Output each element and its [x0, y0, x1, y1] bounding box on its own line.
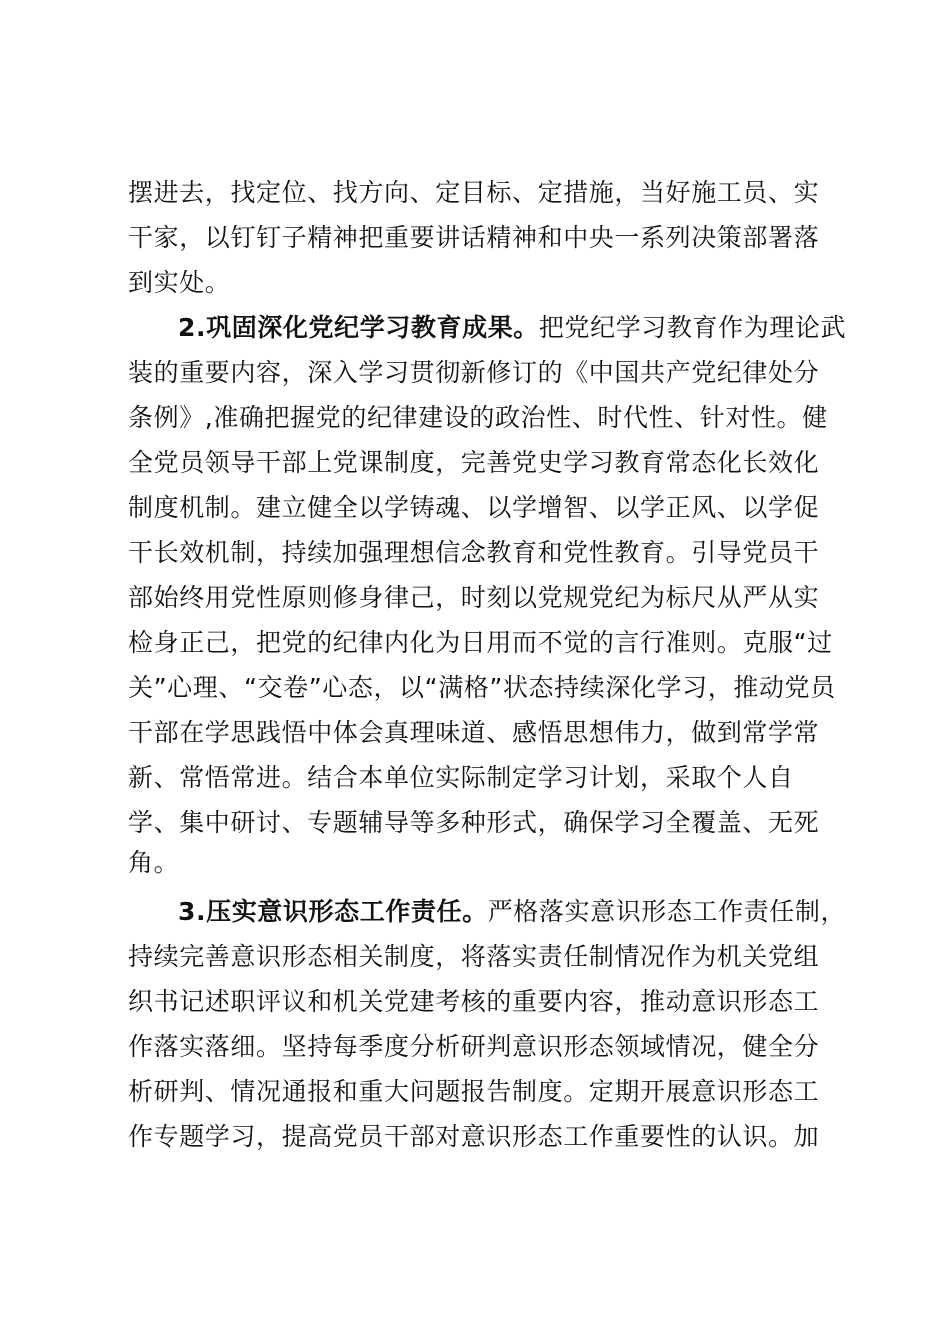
- text-line: 部始终用党性原则修身律己，时刻以党规党纪为标尺从严从实: [128, 583, 820, 612]
- text-line: 干部在学思践悟中体会真理味道、感悟思想伟力，做到常学常: [128, 718, 820, 747]
- text-line: 关”心理、“交卷”心态，以“满格”状态持续深化学习，推动党员: [128, 673, 836, 702]
- section-2-first-line-text: 把党纪学习教育作为理论武: [538, 313, 847, 342]
- text-line: 析研判、情况通报和重大问题报告制度。定期开展意识形态工: [128, 1077, 820, 1106]
- section-2-first-line: [178, 308, 846, 348]
- text-line: 干长效机制，持续加强理想信念教育和党性教育。引导党员干: [128, 538, 820, 567]
- text-line: 制度机制。建立健全以学铸魂、以学增智、以学正风、以学促: [128, 493, 820, 522]
- text-line: 干家，以钉钉子精神把重要讲话精神和中央一系列决策部署落: [128, 223, 820, 252]
- text-line: 作落实落细。坚持每季度分析研判意识形态领域情况，健全分: [128, 1032, 820, 1061]
- text-line: 持续完善意识形态相关制度，将落实责任制情况作为机关党组: [128, 942, 820, 971]
- text-line: 新、常悟常进。结合本单位实际制定学习计划，采取个人自: [128, 763, 794, 792]
- text-line: 学、集中研讨、专题辅导等多种形式，确保学习全覆盖、无死: [128, 808, 820, 837]
- text-line: 条例》,准确把握党的纪律建设的政治性、时代性、针对性。健: [128, 403, 828, 432]
- section-2-heading: 2.巩固深化党纪学习教育成果。: [178, 313, 539, 342]
- text-line: 全党员领导干部上党课制度，完善党史学习教育常态化长效化: [128, 448, 820, 477]
- section-3-heading: 3.压实意识形态工作责任。: [178, 897, 488, 926]
- text-line: 检身正己，把党的纪律内化为日用而不觉的言行准则。克服“过: [128, 628, 833, 657]
- section-3-first-line: [178, 892, 846, 932]
- text-line: 作专题学习，提高党员干部对意识形态工作重要性的认识。加: [128, 1122, 820, 1151]
- text-line: 装的重要内容，深入学习贯彻新修订的《中国共产党纪律处分: [128, 358, 820, 387]
- section-3-first-line-text: 严格落实意识形态工作责任制，: [487, 897, 847, 926]
- text-line: 角。: [128, 848, 180, 877]
- text-line: 到实处。: [128, 268, 231, 297]
- text-line: 摆进去，找定位、找方向、定目标、定措施，当好施工员、实: [128, 178, 820, 207]
- text-line: 织书记述职评议和机关党建考核的重要内容，推动意识形态工: [128, 987, 820, 1016]
